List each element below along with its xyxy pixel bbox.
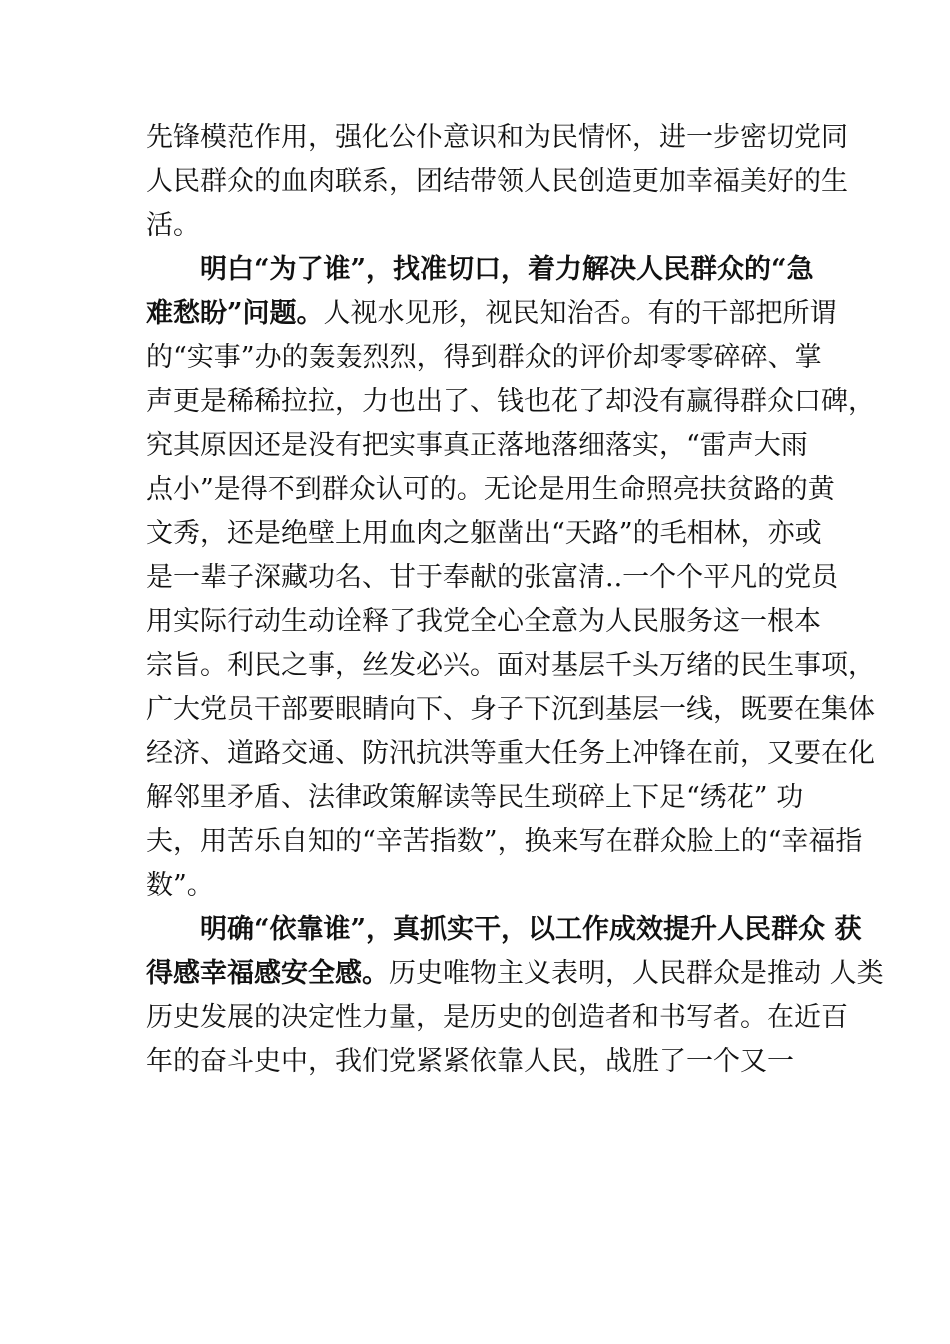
line-text: 宗旨。利民之事，丝发必兴。面对基层千头万绪的民生事项， xyxy=(146,650,875,681)
text-line xyxy=(146,820,863,864)
paragraph-heading-line xyxy=(146,248,826,292)
line-text: 年的奋斗史中，我们党紧紧依靠人民，战胜了一个又一 xyxy=(146,1046,794,1077)
text-line xyxy=(146,468,835,512)
line-text: 人视水见形，视民知治否。有的干部把所谓 xyxy=(323,298,837,329)
text-line xyxy=(146,116,848,160)
line-text: 活。 xyxy=(146,210,200,241)
line-text: 解邻里矛盾、法律政策解读等民生琐碎上下足“绣花” 功 xyxy=(146,782,804,813)
line-text: 人民群众的血肉联系，团结带领人民创造更加幸福美好的生 xyxy=(146,166,848,197)
bold-heading-text: 明白“为了谁”，找准切口，着力解决人民群众的“急 xyxy=(200,254,814,285)
paragraph-heading-line xyxy=(146,908,862,952)
text-line xyxy=(146,600,826,644)
text-line xyxy=(146,776,826,820)
text-line xyxy=(146,732,875,776)
text-line xyxy=(146,380,875,424)
text-line xyxy=(146,952,884,996)
line-text: 的“实事”办的轰轰烈烈，得到群众的评价却零零碎碎、掌 xyxy=(146,342,822,373)
bold-heading-text: 难愁盼”问题。 xyxy=(146,298,324,329)
text-line xyxy=(146,336,826,380)
line-text: 文秀，还是绝壁上用血肉之躯凿出“天路”的毛相林，亦或 xyxy=(146,518,822,549)
text-line xyxy=(146,424,826,468)
text-line xyxy=(146,688,875,732)
text-line xyxy=(146,864,826,908)
text-line xyxy=(146,996,848,1040)
line-text: 用实际行动生动诠释了我党全心全意为人民服务这一根本 xyxy=(146,606,821,637)
line-text: 先锋模范作用，强化公仆意识和为民情怀，进一步密切党同 xyxy=(146,122,848,153)
line-text: 历史唯物主义表明，人民群众是推动 人类 xyxy=(389,958,884,989)
line-text: 夫，用苦乐自知的“辛苦指数”，换来写在群众脸上的“幸福指 xyxy=(146,826,863,857)
line-text: 历史发展的决定性力量，是历史的创造者和书写者。在近百 xyxy=(146,1002,848,1033)
line-text: 广大党员干部要眼睛向下、身子下沉到基层一线，既要在集体 xyxy=(146,694,875,725)
line-text: 究其原因还是没有把实事真正落地落细落实，“雷声大雨 xyxy=(146,430,808,461)
text-line xyxy=(146,292,837,336)
line-text: 数”。 xyxy=(146,870,214,901)
text-line xyxy=(146,204,826,248)
bold-heading-text: 明确“依靠谁”，真抓实干，以工作成效提升人民群众 获 xyxy=(200,914,862,945)
line-text: 是一辈子深藏功名、甘于奉献的张富清..一个个平凡的党员 xyxy=(146,562,839,593)
text-line xyxy=(146,512,826,556)
line-text: 声更是稀稀拉拉，力也出了、钱也花了却没有赢得群众口碑， xyxy=(146,386,875,417)
text-line xyxy=(146,644,875,688)
line-text: 经济、道路交通、防汛抗洪等重大任务上冲锋在前，又要在化 xyxy=(146,738,875,769)
text-line xyxy=(146,1040,826,1084)
text-line xyxy=(146,160,848,204)
text-line xyxy=(146,556,839,600)
bold-heading-text: 得感幸福感安全感。 xyxy=(146,958,389,989)
body-text xyxy=(146,116,884,1084)
line-text: 点小”是得不到群众认可的。无论是用生命照亮扶贫路的黄 xyxy=(146,474,835,505)
